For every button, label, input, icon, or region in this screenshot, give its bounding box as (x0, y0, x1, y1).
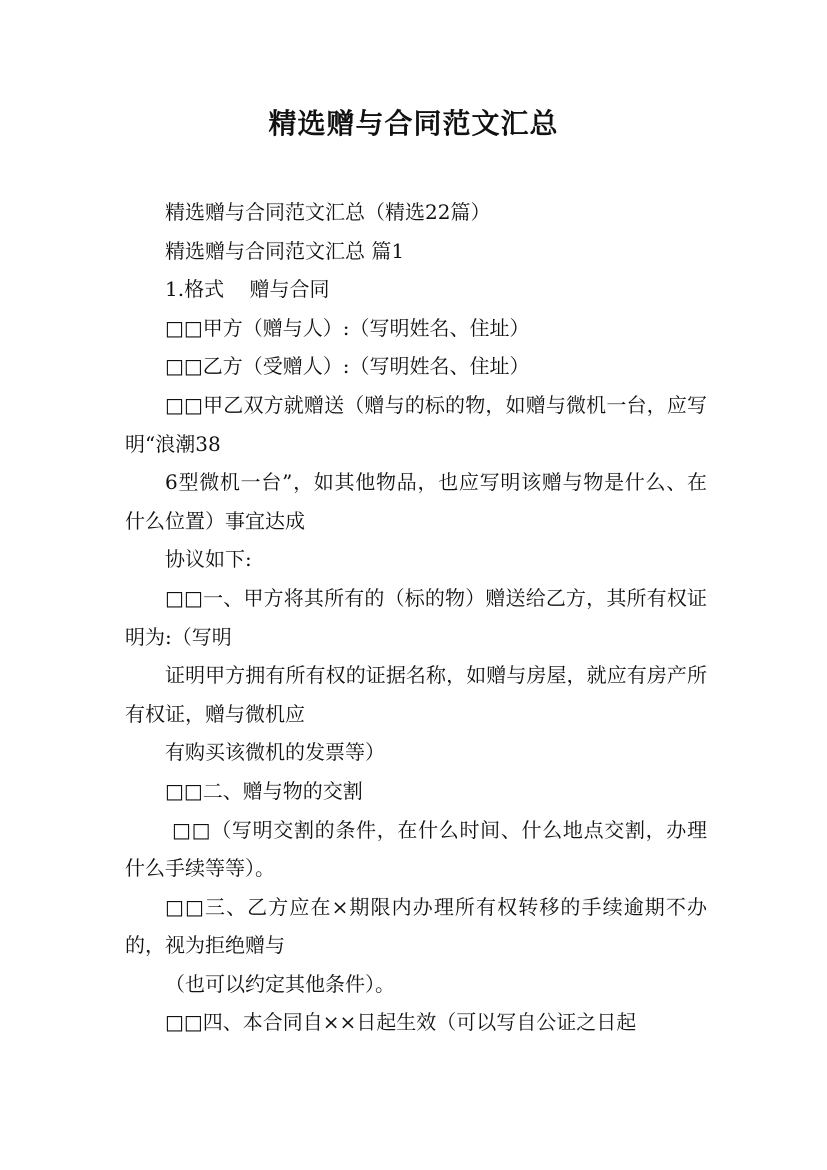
paragraph: （也可以约定其他条件）。 (165, 971, 395, 996)
paragraph: □□乙方（受赠人）:（写明姓名、住址） (165, 354, 530, 379)
document-title: 精选赠与合同范文汇总 (268, 107, 559, 140)
paragraph: □□二、赠与物的交割 (165, 778, 363, 803)
paragraph: 有购买该微机的发票等） (165, 740, 385, 765)
paragraph: 精选赠与合同范文汇总（精选22篇） (165, 200, 491, 224)
document-body (125, 193, 707, 1042)
paragraph: 6型微机一台”，如其他物品，也应写明该赠与物是什么、在什么位置）事宜达成 (125, 470, 707, 533)
paragraph: 1.格式 赠与合同 (165, 277, 330, 302)
paragraph: □□一、甲方将其所有的（标的物）赠送给乙方，其所有权证明为:（写明 (125, 585, 707, 649)
paragraph: 证明甲方拥有所有权的证据名称，如赠与房屋，就应有房产所有权证，赠与微机应 (125, 663, 707, 726)
paragraph: □□（写明交割的条件，在什么时间、什么地点交割，办理什么手续等等）。 (125, 817, 707, 881)
paragraph: 精选赠与合同范文汇总 篇1 (165, 238, 405, 263)
paragraph: 协议如下: (165, 547, 252, 572)
paragraph: □□甲方（赠与人）:（写明姓名、住址） (165, 315, 530, 340)
paragraph: □□四、本合同自××日起生效（可以写自公证之日起 (165, 1010, 637, 1035)
paragraph: □□甲乙双方就赠送（赠与的标的物，如赠与微机一台，应写明“浪潮38 (125, 392, 707, 456)
paragraph: □□三、乙方应在×期限内办理所有权转移的手续逾期不办的，视为拒绝赠与 (125, 894, 707, 958)
